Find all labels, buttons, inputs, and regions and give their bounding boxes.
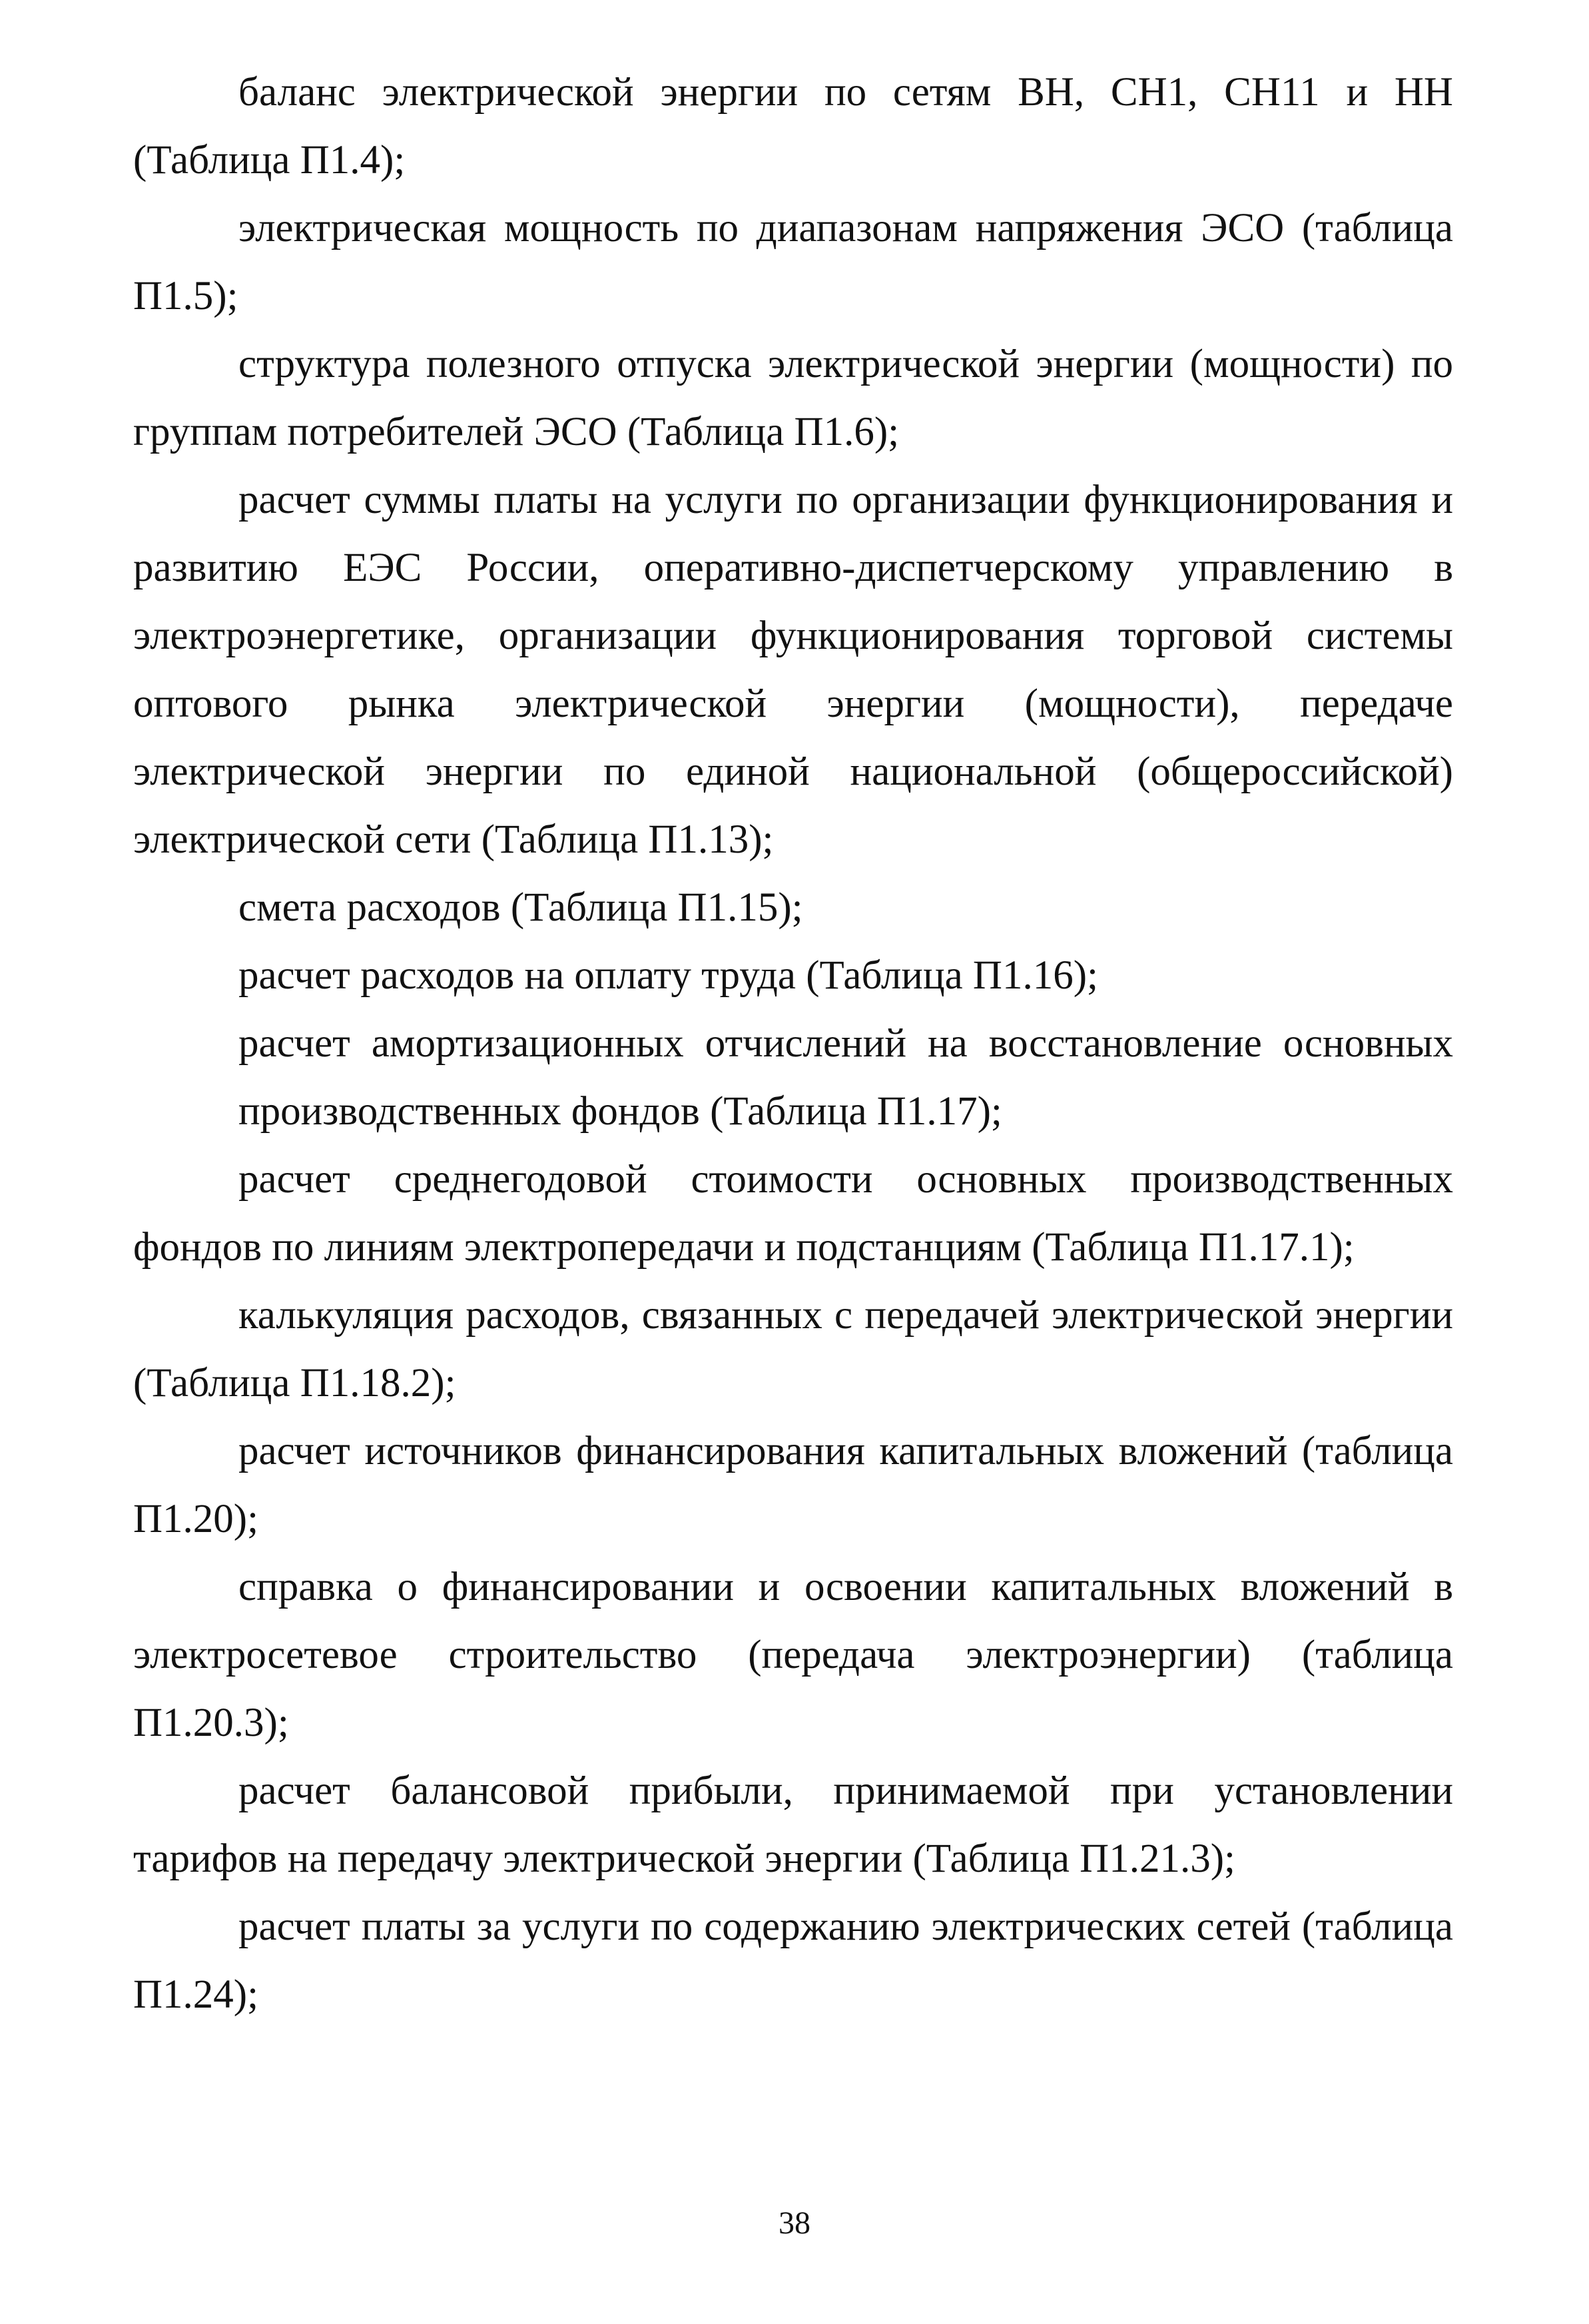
- list-item: расчет источников финансирования капитальных вложений (таблица П1.20);: [133, 1429, 1453, 1541]
- page-number: 38: [779, 2205, 810, 2241]
- list-item: расчет амортизационных отчислений на восстановление основных производственных фондов (Таблица П1.17);: [238, 1021, 1453, 1134]
- list-item: калькуляция расходов, связанных с передачей электрической энергии (Таблица П1.18.2);: [133, 1293, 1453, 1405]
- list-item: баланс электрической энергии по сетям ВН, СН1, СН11 и НН (Таблица П1.4);: [133, 70, 1453, 183]
- list-item: смета расходов (Таблица П1.15);: [238, 885, 803, 930]
- list-item: расчет платы за услуги по содержанию электрических сетей (таблица П1.24);: [133, 1904, 1453, 2017]
- list-item: структура полезного отпуска электрической энергии (мощности) по группам потребителей ЭСО (Таблица П1.6);: [133, 342, 1453, 454]
- list-item: расчет среднегодовой стоимости основных производственных фондов по линиям электропередачи и подстанциям (Таблица П1.17.1);: [133, 1157, 1453, 1270]
- list-item: расчет суммы платы на услуги по организации функционирования и развитию ЕЭС России, оперативно-диспетчерскому управлению в электроэнергетике, организации функционирования торговой системы оптового рынка электрической энергии (мощности), передаче электрической энергии по единой национальной (общероссийской) электрической сети (Таблица П1.13);: [133, 478, 1453, 862]
- list-item: расчет расходов на оплату труда (Таблица П1.16);: [238, 953, 1098, 998]
- list-item: расчет балансовой прибыли, принимаемой при установлении тарифов на передачу электрической энергии (Таблица П1.21.3);: [133, 1768, 1453, 1881]
- list-item: справка о финансировании и освоении капитальных вложений в электросетевое строительство (передача электроэнергии) (таблица П1.20.3);: [133, 1565, 1453, 1745]
- document-body: [133, 59, 1453, 2029]
- list-item: электрическая мощность по диапазонам напряжения ЭСО (таблица П1.5);: [133, 206, 1453, 318]
